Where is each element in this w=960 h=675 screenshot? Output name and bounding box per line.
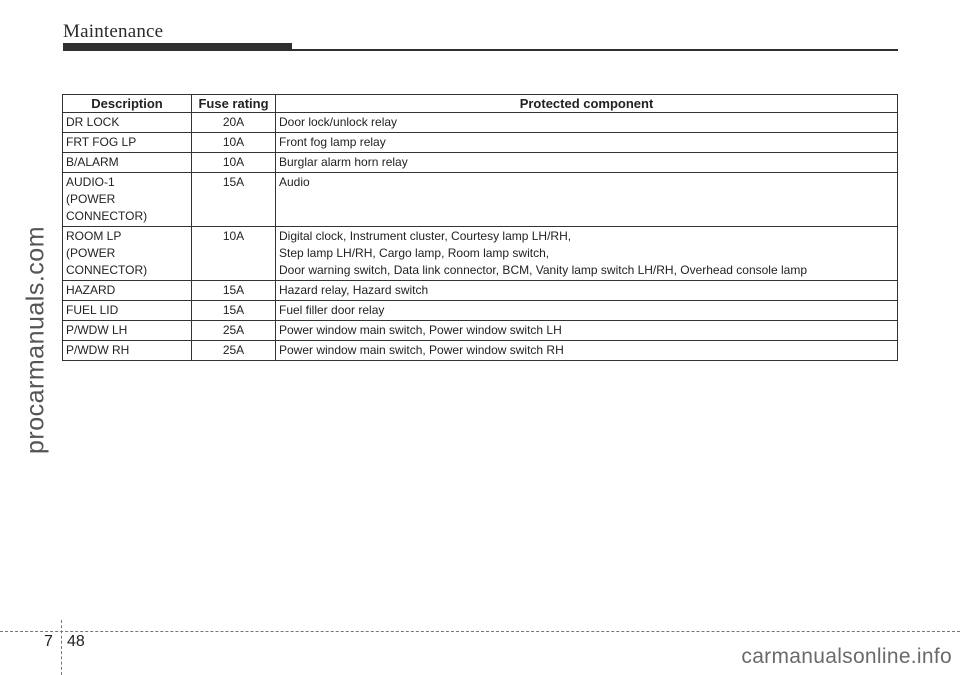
fuse-description <box>63 113 192 133</box>
table-header-row <box>63 95 898 113</box>
protected-component-line: Burglar alarm horn relay <box>279 155 408 169</box>
protected-component-line: Power window main switch, Power window switch RH <box>279 343 564 357</box>
fuse-description <box>63 173 192 227</box>
fuse-rating: 10A <box>192 227 276 281</box>
header-rule-thin <box>292 49 898 51</box>
table-row <box>63 321 898 341</box>
fuse-description-line: ROOM LP <box>66 229 122 243</box>
header-rule-thick <box>63 43 292 51</box>
fuse-description-line: HAZARD <box>66 283 116 297</box>
fuse-table <box>62 94 898 361</box>
protected-component <box>276 153 898 173</box>
fuse-description <box>63 227 192 281</box>
protected-component <box>276 281 898 301</box>
protected-component-line: Door lock/unlock relay <box>279 115 398 129</box>
protected-component-line: Hazard relay, Hazard switch <box>279 283 429 297</box>
fuse-description <box>63 281 192 301</box>
footer-rule <box>0 631 960 632</box>
fuse-description-line: FUEL LID <box>66 303 119 317</box>
column-header-fuse-rating: Fuse rating <box>192 95 276 113</box>
footer-divider <box>61 620 62 675</box>
protected-component <box>276 133 898 153</box>
side-watermark: procarmanuals.com <box>21 225 50 455</box>
page-title: Maintenance <box>63 21 164 42</box>
protected-component <box>276 341 898 361</box>
fuse-rating: 15A <box>192 281 276 301</box>
fuse-rating: 25A <box>192 321 276 341</box>
protected-component <box>276 113 898 133</box>
table-row <box>63 113 898 133</box>
fuse-rating: 10A <box>192 133 276 153</box>
protected-component <box>276 321 898 341</box>
protected-component-line: Fuel filler door relay <box>279 303 385 317</box>
bottom-watermark: carmanualsonline.info <box>741 645 952 668</box>
table-row <box>63 301 898 321</box>
table-row <box>63 341 898 361</box>
table-row <box>63 133 898 153</box>
protected-component <box>276 227 898 281</box>
table-row <box>63 281 898 301</box>
fuse-description-line: (POWER <box>66 246 116 260</box>
fuse-description <box>63 321 192 341</box>
fuse-rating: 20A <box>192 113 276 133</box>
table-row <box>63 153 898 173</box>
protected-component-line: Door warning switch, Data link connector, BCM, Vanity lamp switch LH/RH, Overhead console lamp <box>279 263 807 277</box>
page-number: 48 <box>67 633 85 650</box>
protected-component <box>276 301 898 321</box>
fuse-description-line: FRT FOG LP <box>66 135 137 149</box>
protected-component-line: Power window main switch, Power window switch LH <box>279 323 562 337</box>
fuse-rating: 15A <box>192 173 276 227</box>
fuse-description-line: P/WDW LH <box>66 323 128 337</box>
fuse-description-line: B/ALARM <box>66 155 119 169</box>
fuse-description <box>63 153 192 173</box>
fuse-rating: 25A <box>192 341 276 361</box>
fuse-description-line: (POWER <box>66 192 116 206</box>
fuse-rating: 15A <box>192 301 276 321</box>
fuse-description-line: CONNECTOR) <box>66 263 148 277</box>
fuse-description <box>63 301 192 321</box>
protected-component-line: Front fog lamp relay <box>279 135 386 149</box>
table-row <box>63 173 898 227</box>
fuse-description-line: CONNECTOR) <box>66 209 148 223</box>
fuse-description <box>63 133 192 153</box>
protected-component-line: Step lamp LH/RH, Cargo lamp, Room lamp switch, <box>279 246 550 260</box>
column-header-description: Description <box>63 95 192 113</box>
fuse-rating: 10A <box>192 153 276 173</box>
fuse-description <box>63 341 192 361</box>
table-row <box>63 227 898 281</box>
fuse-description-line: DR LOCK <box>66 115 120 129</box>
protected-component <box>276 173 898 227</box>
protected-component-line: Digital clock, Instrument cluster, Courtesy lamp LH/RH, <box>279 229 572 243</box>
chapter-number: 7 <box>44 633 53 650</box>
column-header-protected-component: Protected component <box>276 95 898 113</box>
protected-component-line: Audio <box>279 175 310 189</box>
fuse-description-line: AUDIO-1 <box>66 175 115 189</box>
fuse-description-line: P/WDW RH <box>66 343 130 357</box>
